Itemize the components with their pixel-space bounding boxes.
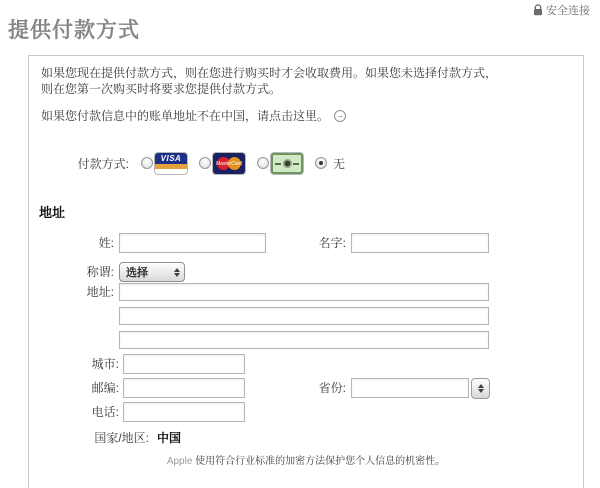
- first-name-input[interactable]: [351, 233, 489, 253]
- lock-icon: [533, 4, 543, 16]
- last-name-input[interactable]: [119, 233, 266, 253]
- secure-connection-label: 安全连接: [546, 5, 590, 17]
- phone-label: 电话:: [91, 405, 119, 419]
- billing-address-link[interactable]: [41, 107, 346, 124]
- apple-brand-text: Apple: [166, 456, 193, 467]
- first-name-label: 名字:: [318, 236, 346, 250]
- visa-logo-text: VISA: [155, 153, 187, 164]
- address-section-heading: 地址: [39, 205, 66, 220]
- privacy-note: [29, 452, 583, 467]
- province-label: 省份:: [318, 381, 346, 395]
- radio-cash-card[interactable]: [257, 157, 269, 169]
- secure-connection-link[interactable]: [533, 2, 590, 18]
- billing-note-text: 如果您付款信息中的账单地址不在中国，请点击这里。: [41, 109, 330, 123]
- page-title: 提供付款方式: [8, 19, 140, 42]
- country-value: 中国: [157, 431, 182, 445]
- privacy-note-text: 使用符合行业标准的加密方法保护您个人信息的机密性。: [192, 456, 446, 467]
- mastercard-icon[interactable]: [213, 153, 245, 174]
- payment-form-panel: [28, 55, 584, 488]
- province-stepper-button[interactable]: [471, 378, 490, 399]
- street-line3-input[interactable]: [119, 331, 489, 349]
- province-input[interactable]: [351, 378, 469, 398]
- city-label: 城市:: [91, 357, 119, 371]
- phone-input[interactable]: [123, 402, 245, 422]
- salutation-select[interactable]: [119, 262, 185, 282]
- radio-none[interactable]: [315, 157, 327, 169]
- cash-card-icon[interactable]: [271, 153, 303, 174]
- street-label: 地址:: [86, 285, 114, 299]
- radio-visa[interactable]: [141, 157, 153, 169]
- intro-line-1: 如果您现在提供付款方式，则在您进行购买时才会收取费用。如果您未选择付款方式，: [41, 66, 498, 80]
- postal-code-label: 邮编:: [91, 381, 119, 395]
- intro-text: [41, 65, 576, 97]
- radio-mastercard[interactable]: [199, 157, 211, 169]
- postal-code-input[interactable]: [123, 378, 245, 398]
- mastercard-logo-text: MasterCard: [215, 160, 243, 167]
- street-line1-input[interactable]: [119, 283, 489, 301]
- circle-arrow-icon: →: [336, 110, 345, 120]
- country-label: 国家/地区:: [94, 431, 149, 445]
- intro-line-2: 则在您第一次购买时将要求您提供付款方式。: [41, 82, 282, 96]
- salutation-label: 称谓:: [86, 265, 114, 279]
- street-line2-input[interactable]: [119, 307, 489, 325]
- payment-method-row: [49, 152, 345, 174]
- payment-method-label: 付款方式:: [77, 156, 129, 171]
- payment-none-label: 无: [333, 156, 346, 171]
- city-input[interactable]: [123, 354, 245, 374]
- select-arrows-icon: [170, 268, 184, 277]
- visa-card-icon[interactable]: [155, 153, 187, 174]
- salutation-selected-value: 选择: [126, 267, 148, 279]
- last-name-label: 姓:: [98, 236, 114, 250]
